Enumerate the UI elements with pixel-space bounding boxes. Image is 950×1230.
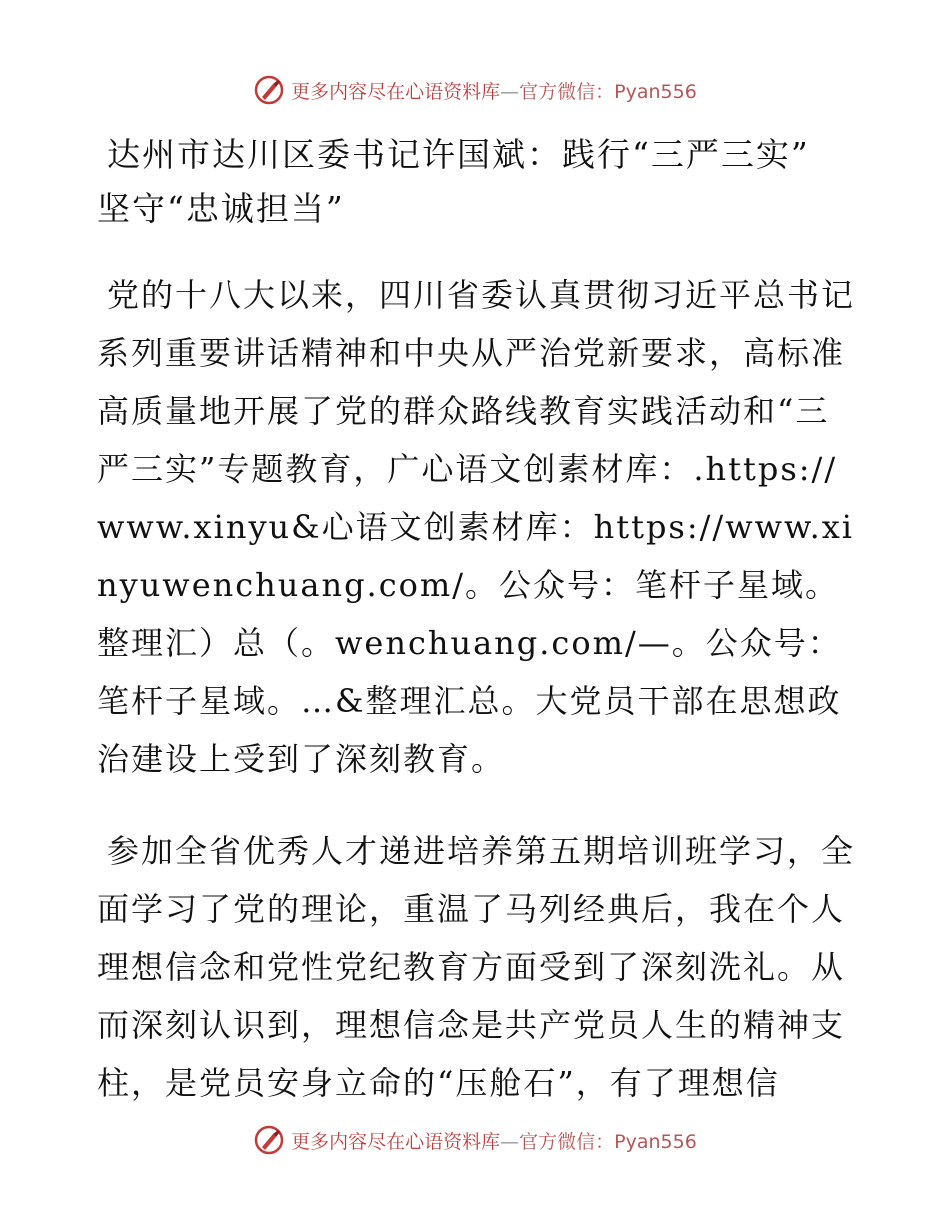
footer-banner — [0, 1120, 950, 1160]
document-body — [97, 128, 857, 1112]
title-line-2: 坚守“忠诚担当” — [97, 189, 345, 228]
banner-wechat: 官方微信：Pyan556 — [519, 1130, 697, 1153]
paragraph-2: 参加全省优秀人才递进培养第五期培训班学习，全面学习了党的理论，重温了马列经典后，我在个人理想信念和党性党纪教育方面受到了深刻洗礼。从而深刻认识到，理想信念是共产党员人生的精神支柱，是党员安身立命的“压舱石”，有了理想信 — [97, 832, 856, 1102]
title-line-1: 达州市达川区委书记许国斌：践行“三严三实” — [107, 135, 810, 174]
banner-separator: — — [500, 80, 520, 103]
banner-main-text: 更多内容尽在心语资料库 — [291, 1130, 501, 1153]
banner-main-text: 更多内容尽在心语资料库 — [291, 80, 501, 103]
banner-separator: — — [500, 1130, 520, 1153]
banner-wechat: 官方微信：Pyan556 — [519, 80, 697, 103]
pen-circle-logo-icon — [253, 1124, 285, 1156]
banner-text — [291, 1127, 697, 1154]
pen-circle-logo-icon — [253, 74, 285, 106]
banner-text — [291, 77, 697, 104]
paragraph-1: 党的十八大以来，四川省委认真贯彻习近平总书记系列重要讲话精神和中央从严治党新要求，高标准高质量地开展了党的群众路线教育实践活动和“三严三实”专题教育，广心语文创素材库：.https://www.xinyu&心语文创素材库：https://www.xinyuwenchuang.com/。公众号：笔杆子星域。整理汇）总（。wenchuang.com/—。公众号：笔杆子星域。…&整理汇总。大党员干部在思想政治建设上受到了深刻教育。 — [97, 276, 856, 778]
document-title — [97, 128, 857, 236]
header-banner — [0, 70, 950, 110]
